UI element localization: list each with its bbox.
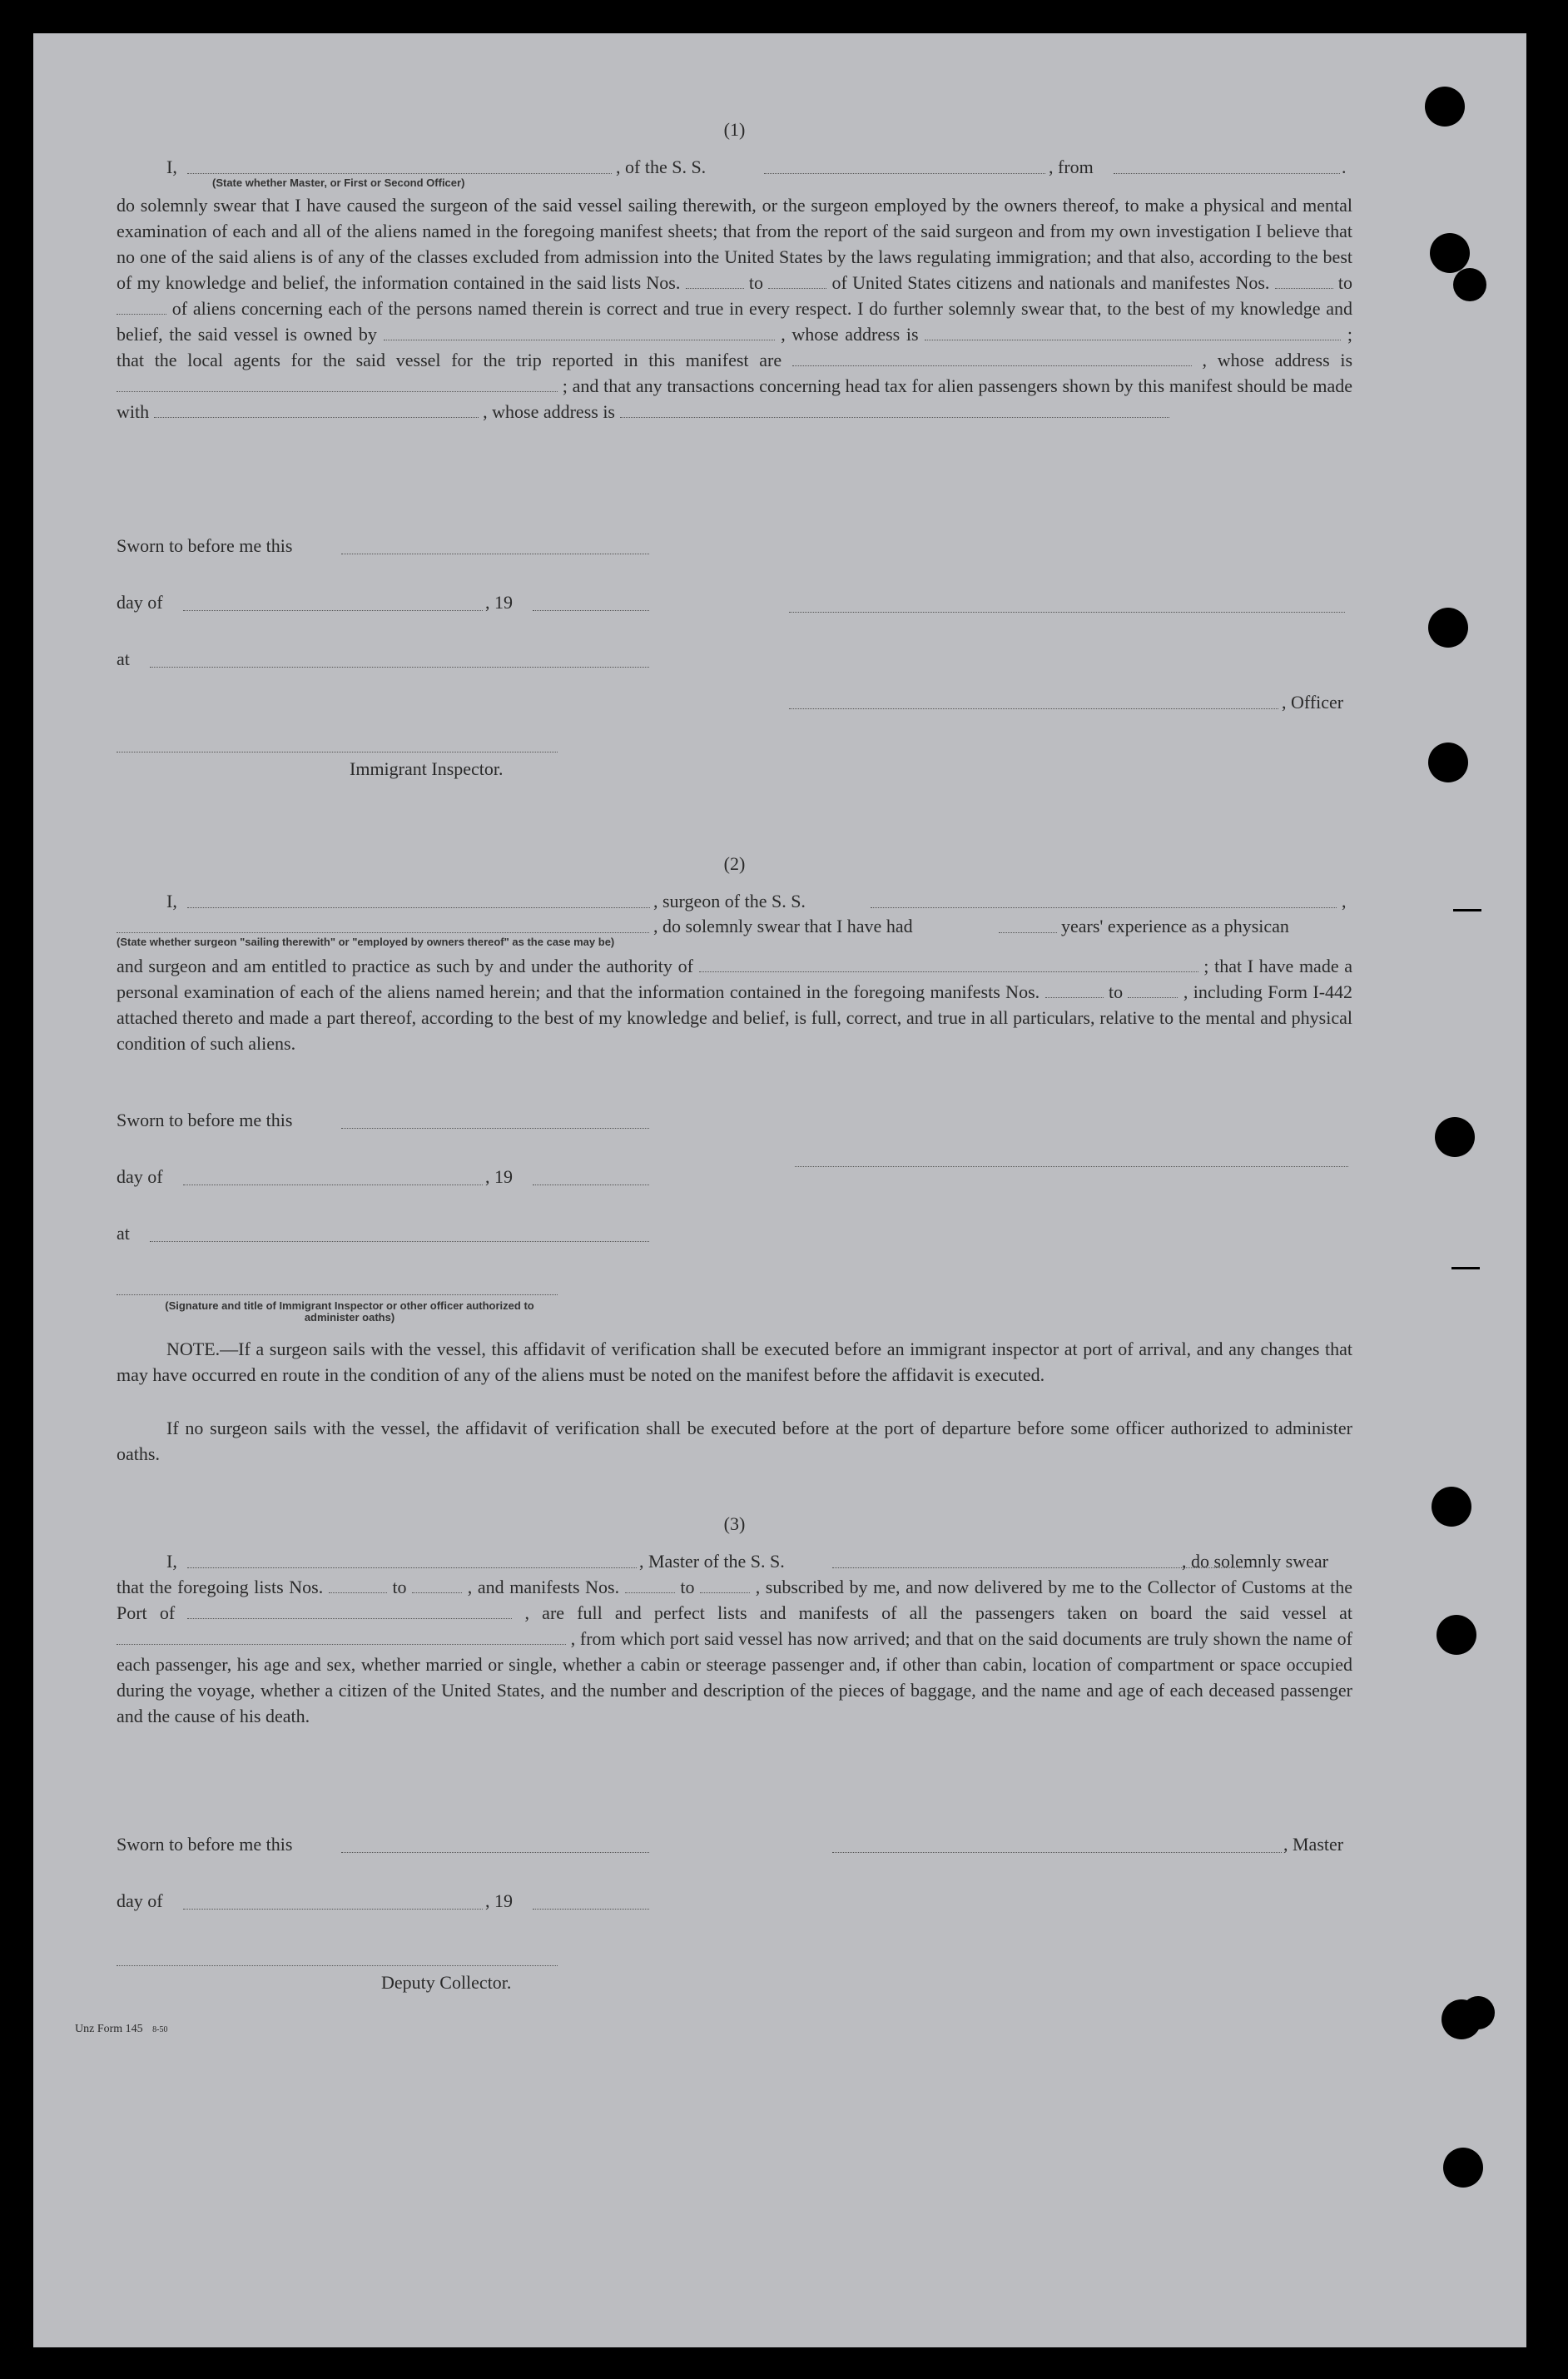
customs-port-field[interactable]: [187, 1617, 512, 1619]
section-1-signatures: Sworn to before me this day of , 19 at , Officer Immigrant Inspector.: [117, 533, 1352, 799]
master-list-from-field[interactable]: [329, 1592, 387, 1593]
note-paragraph: NOTE.—If a surgeon sails with the vessel, this affidavit of verification shall be executed before an immigrant inspector at port of arrival, and any changes that may have occurred en route in the condition of any of the aliens must be noted on the manifest before the affidavit is executed.: [117, 1338, 1352, 1385]
head-tax-address-field[interactable]: [620, 416, 1169, 418]
punch-hole: [1435, 1117, 1475, 1157]
section-1-first-line: I, , of the S. S. , from .: [166, 156, 1347, 177]
sworn-month-field[interactable]: [183, 1184, 483, 1185]
embarkation-port-field[interactable]: [117, 1643, 566, 1645]
sworn-month-field[interactable]: [183, 1908, 483, 1910]
vessel-name-field[interactable]: [764, 172, 1045, 174]
note-paragraph-2: If no surgeon sails with the vessel, the affidavit of verification shall be executed before at the port of departure before some officer authorized to administer oaths.: [117, 1418, 1352, 1464]
document-page: [33, 33, 1526, 2347]
inspector-signature-line[interactable]: [117, 751, 558, 752]
officer-signature-top-line[interactable]: [789, 611, 1345, 613]
master-list-to-field[interactable]: [412, 1592, 462, 1593]
section-1-body: do solemnly swear that I have caused the surgeon of the said vessel sailing therewith, or the surgeon employed by the owners thereof, to make a physical and mental examination of each and all of the aliens named in the foregoing manifest sheets; that from the report of the said surgeon and from my own investigation I believe that no one of the said aliens is of any of the classes excluded from admission into the United States by the laws regulating immigration; and that also, according to the best of my knowledge and belief, the information contained in the said lists Nos. to of United States citizens and nationals and manifestes Nos. to of aliens concerning each of the persons named therein is correct and true in every respect. I do further solemnly swear that, to the best of my knowledge and belief, the said vessel is owned by , whose address is ; that the local agents for the said vessel for the trip reported in this manifest are , whose address is ; and that any transactions concerning head tax for alien passengers shown by this manifest should be made with , whose address is: [117, 195, 1353, 422]
punch-hole: [1425, 87, 1465, 127]
master-signature-line[interactable]: [832, 1851, 1282, 1853]
section-number: (1): [723, 119, 746, 140]
section-3: [117, 1511, 1352, 1729]
alien-list-from-field[interactable]: [1275, 287, 1333, 289]
section-2-first-line: I, , surgeon of the S. S. ,: [166, 891, 1347, 911]
punch-hole: [1432, 1487, 1471, 1527]
master-name-field[interactable]: [187, 1567, 637, 1568]
signature-caption: (Signature and title of Immigrant Inspector or other officer authorized to administer oaths): [165, 1299, 534, 1324]
section-1: [117, 117, 1352, 425]
officer-caption: (State whether Master, or First or Second Officer): [212, 176, 465, 189]
section-2-signatures: Sworn to before me this day of , 19 at (Signature and title of Immigrant Inspector or other officer authorized to administer oaths) NOTE.—If a surgeon sails with the vessel, this affidavit of verification shall be executed before an immigrant inspector at port of arrival, and any changes that may have occurred en route in the condition of any of the aliens must be noted on the manifest before the affidavit is executed. If no surgeon sails with the vessel, the affidavit of verification shall be executed before at the port of departure before some officer authorized to administer oaths.: [117, 1107, 1352, 1473]
sworn-year-field[interactable]: [533, 609, 649, 611]
section-3-signatures: Sworn to before me this day of , 19 , Master Deputy Collector.: [117, 1831, 1352, 1998]
form-number: Unz Form 145 8-50: [75, 2023, 168, 2035]
surgeon-name-field[interactable]: [187, 906, 650, 908]
section-2-second-line: , do solemnly swear that I have had years' experience as a physican: [117, 913, 1352, 936]
master-manifest-from-field[interactable]: [625, 1592, 675, 1593]
local-agents-field[interactable]: [792, 365, 1192, 366]
section-2-body: and surgeon and am entitled to practice as such by and under the authority of ; that I have made a personal examination of each of the aliens named herein; and that the information contained in the foregoing manifests Nos. to , including Form I-442 attached thereto and made a part thereof, according to the best of my knowledge and belief, is full, correct, and true in all particulars, relative to the mental and physical condition of such aliens.: [117, 956, 1353, 1054]
master-manifest-to-field[interactable]: [700, 1592, 750, 1593]
officer-signature-line[interactable]: [789, 708, 1278, 709]
surgeon-manifest-to-field[interactable]: [1128, 996, 1178, 998]
surgeon-status-field[interactable]: [117, 931, 649, 933]
inspector-label: Immigrant Inspector.: [350, 758, 504, 779]
citizen-list-to-field[interactable]: [768, 287, 826, 289]
section-number: (2): [723, 853, 746, 874]
collector-signature-line[interactable]: [117, 1964, 558, 1966]
citizen-list-from-field[interactable]: [686, 287, 744, 289]
sworn-day-field[interactable]: [341, 1127, 649, 1129]
alien-list-to-field[interactable]: [117, 313, 166, 315]
margin-mark: [1453, 909, 1481, 911]
section-3-body: that the foregoing lists Nos. to , and manifests Nos. to , subscribed by me, and now delivered by me to the Collector of Customs at the Port of , are full and perfect lists and manifests of all the passengers taken on board the said vessel at , from which port said vessel has now arrived; and that on the said documents are truly shown the name of each passenger, his age and sex, whether married or single, whether a cabin or steerage passenger and, if other than cabin, location of compartment or space occupied during the voyage, whether a citizen of the United States, and the number and description of the pieces of baggage, and the name and age of each deceased passenger and the cause of his death.: [117, 1577, 1353, 1726]
punch-hole: [1430, 233, 1470, 273]
sworn-year-field[interactable]: [533, 1908, 649, 1910]
head-tax-contact-field[interactable]: [154, 416, 479, 418]
surgeon-vessel-field[interactable]: [871, 906, 1337, 908]
punch-hole: [1453, 268, 1486, 301]
sworn-day-field[interactable]: [341, 553, 649, 554]
section-3-first-line: I, , Master of the S. S. , do solemnly swear: [166, 1551, 1328, 1572]
sworn-place-field[interactable]: [150, 666, 649, 668]
punch-hole: [1461, 1996, 1495, 2029]
sworn-month-field[interactable]: [183, 609, 483, 611]
margin-mark: [1451, 1267, 1480, 1269]
practice-authority-field[interactable]: [699, 971, 1198, 972]
punch-hole: [1428, 743, 1468, 782]
surgeon-caption: (State whether surgeon "sailing therewith" or "employed by owners thereof" as the case may be): [117, 936, 615, 948]
surgeon-manifest-from-field[interactable]: [1045, 996, 1104, 998]
deputy-collector-label: Deputy Collector.: [381, 1972, 512, 1993]
sworn-day-field[interactable]: [341, 1851, 649, 1853]
owner-address-field[interactable]: [925, 339, 1341, 340]
punch-hole: [1428, 608, 1468, 648]
section-number: (3): [723, 1513, 746, 1534]
punch-hole: [1437, 1615, 1476, 1655]
departure-port-field[interactable]: [1114, 172, 1340, 174]
sworn-year-field[interactable]: [533, 1184, 649, 1185]
vessel-owner-field[interactable]: [384, 339, 775, 340]
officer-rank-field[interactable]: [187, 172, 612, 174]
section-2: [117, 851, 1352, 1056]
years-experience-field[interactable]: [999, 931, 1057, 933]
sworn-place-field[interactable]: [150, 1240, 649, 1242]
inspector-signature-line[interactable]: [117, 1294, 558, 1295]
punch-hole: [1443, 2148, 1483, 2188]
agents-address-field[interactable]: [117, 390, 558, 392]
surgeon-signature-line[interactable]: [795, 1165, 1348, 1167]
